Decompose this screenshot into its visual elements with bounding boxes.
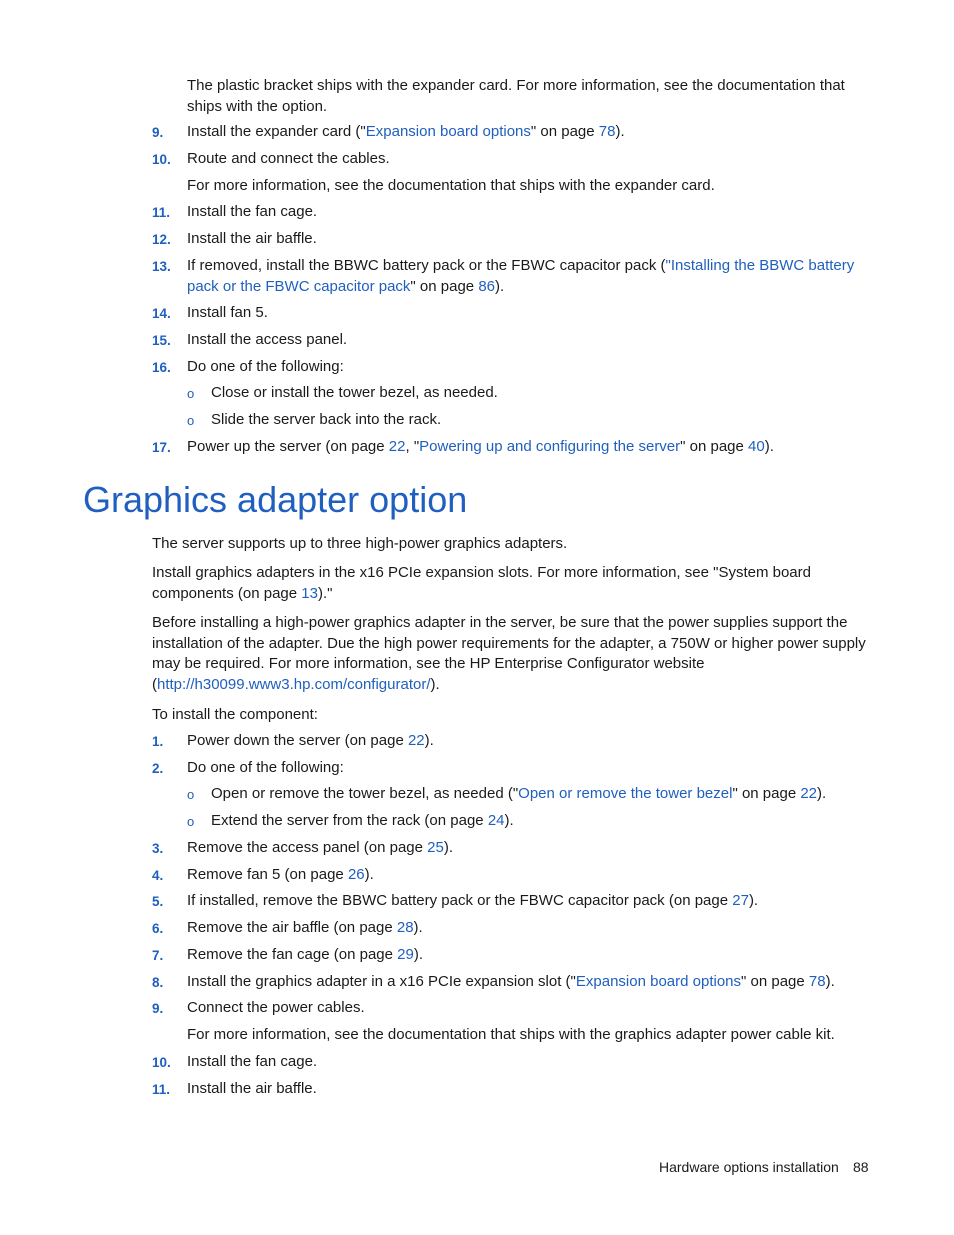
bullet-text: Open or remove the tower bezel, as needed ("Open or remove the tower bezel" on page 22). xyxy=(211,785,827,802)
step-number: 3. xyxy=(152,841,164,856)
step-text: Install the air baffle. xyxy=(187,1080,317,1097)
step-text: If installed, remove the BBWC battery pack or the FBWC capacitor pack (on page 27). xyxy=(187,892,759,909)
installing-bbwc-link[interactable]: "Installing the BBWC battery pack or the FBWC capacitor pack xyxy=(187,257,855,295)
step-text: Remove the access panel (on page 25). xyxy=(187,839,454,856)
footer-label: Hardware options installation xyxy=(659,1159,839,1175)
step-note: For more information, see the documentation that ships with the graphics adapter power cable kit. xyxy=(187,1026,835,1043)
bullet-icon: o xyxy=(187,814,195,829)
step-note: For more information, see the documentation that ships with the expander card. xyxy=(187,177,715,194)
step-number: 8. xyxy=(152,975,164,990)
section-paragraph: Install graphics adapters in the x16 PCIe expansion slots. For more information, see "System board components (on page 13)." xyxy=(152,564,811,602)
step-number: 10. xyxy=(152,152,171,167)
step-text: Connect the power cables. xyxy=(187,999,365,1016)
powering-up-link[interactable]: Powering up and configuring the server xyxy=(419,438,681,455)
open-remove-bezel-link[interactable]: Open or remove the tower bezel xyxy=(518,785,733,802)
page-link[interactable]: 22 xyxy=(407,732,425,749)
step-number: 9. xyxy=(152,1001,164,1016)
expansion-board-options-link[interactable]: Expansion board options xyxy=(575,973,742,990)
bullet-icon: o xyxy=(187,413,195,428)
step-number: 12. xyxy=(152,232,171,247)
page-link[interactable]: 28 xyxy=(396,919,414,936)
step-text: Install the air baffle. xyxy=(187,230,317,247)
bullet-icon: o xyxy=(187,787,195,802)
step-number: 11. xyxy=(152,1082,171,1097)
page-link[interactable]: 40 xyxy=(748,438,765,455)
step-text: Remove the fan cage (on page 29). xyxy=(187,946,423,963)
step-number: 16. xyxy=(152,360,171,375)
intro-paragraph: The plastic bracket ships with the expander card. For more information, see the documentation that ships with the option. xyxy=(187,77,845,115)
step-text: Remove the air baffle (on page 28). xyxy=(187,919,423,936)
step-text: Remove fan 5 (on page 26). xyxy=(187,866,374,883)
section-paragraph: Before installing a high-power graphics adapter in the server, be sure that the power supplies support the installation of the adapter. Due the high power requirements for the adapter, a 750W or higher power supply may be required. For more information, see the HP Enterprise Configurator website (http://h30099.www3.hp.com/configurator/). xyxy=(152,614,866,693)
step-text: Power up the server (on page 22, "Powering up and configuring the server" on page 40). xyxy=(187,438,774,455)
step-text: Route and connect the cables. xyxy=(187,150,390,167)
page-link[interactable]: 13 xyxy=(301,584,318,602)
step-number: 2. xyxy=(152,761,164,776)
step-text: If removed, install the BBWC battery pack or the FBWC capacitor pack ("Installing the BBWC battery pack or the FBWC capacitor pack" on page 86). xyxy=(187,257,855,295)
bullet-text: Close or install the tower bezel, as needed. xyxy=(211,384,498,401)
page-link[interactable]: 29 xyxy=(397,946,414,963)
bullet-text: Extend the server from the rack (on page 24). xyxy=(211,812,514,829)
step-text: Do one of the following: xyxy=(187,358,344,375)
step-number: 7. xyxy=(152,948,164,963)
page-link[interactable]: 22 xyxy=(388,438,406,455)
page-link[interactable]: 24 xyxy=(487,812,505,829)
step-number: 5. xyxy=(152,894,164,909)
step-number: 14. xyxy=(152,306,171,321)
configurator-url-link[interactable]: http://h30099.www3.hp.com/configurator/ xyxy=(157,675,431,693)
step-number: 17. xyxy=(152,440,171,455)
page-link[interactable]: 86 xyxy=(478,277,495,295)
bullet-text: Slide the server back into the rack. xyxy=(211,411,442,428)
step-number: 9. xyxy=(152,125,164,140)
step-text: Do one of the following: xyxy=(187,759,344,776)
step-text: Power down the server (on page 22). xyxy=(187,732,434,749)
step-number: 4. xyxy=(152,868,164,883)
step-number: 10. xyxy=(152,1055,171,1070)
step-text: Install the fan cage. xyxy=(187,203,318,220)
section-lead: To install the component: xyxy=(152,706,318,723)
step-text: Install fan 5. xyxy=(187,304,268,321)
page-number: 88 xyxy=(853,1159,869,1175)
page-link[interactable]: 22 xyxy=(800,785,818,802)
section-title: Graphics adapter option xyxy=(83,479,468,520)
step-number: 6. xyxy=(152,921,164,936)
page-link[interactable]: 27 xyxy=(732,892,749,909)
step-number: 13. xyxy=(152,259,171,274)
step-text: Install the expander card ("Expansion board options" on page 78). xyxy=(187,123,625,140)
step-number: 11. xyxy=(152,205,171,220)
page-link[interactable]: 26 xyxy=(347,866,365,883)
step-number: 15. xyxy=(152,333,171,348)
expansion-board-options-link[interactable]: Expansion board options xyxy=(365,123,531,140)
page-link[interactable]: 78 xyxy=(808,973,826,990)
step-text: Install the graphics adapter in a x16 PCIe expansion slot ("Expansion board options" on page 78). xyxy=(187,973,835,990)
bullet-icon: o xyxy=(187,386,195,401)
page-link[interactable]: 25 xyxy=(427,839,444,856)
step-number: 1. xyxy=(152,734,164,749)
page-link[interactable]: 78 xyxy=(598,123,616,140)
step-text: Install the fan cage. xyxy=(187,1053,318,1070)
step-text: Install the access panel. xyxy=(187,331,348,348)
section-paragraph: The server supports up to three high-power graphics adapters. xyxy=(152,535,568,552)
